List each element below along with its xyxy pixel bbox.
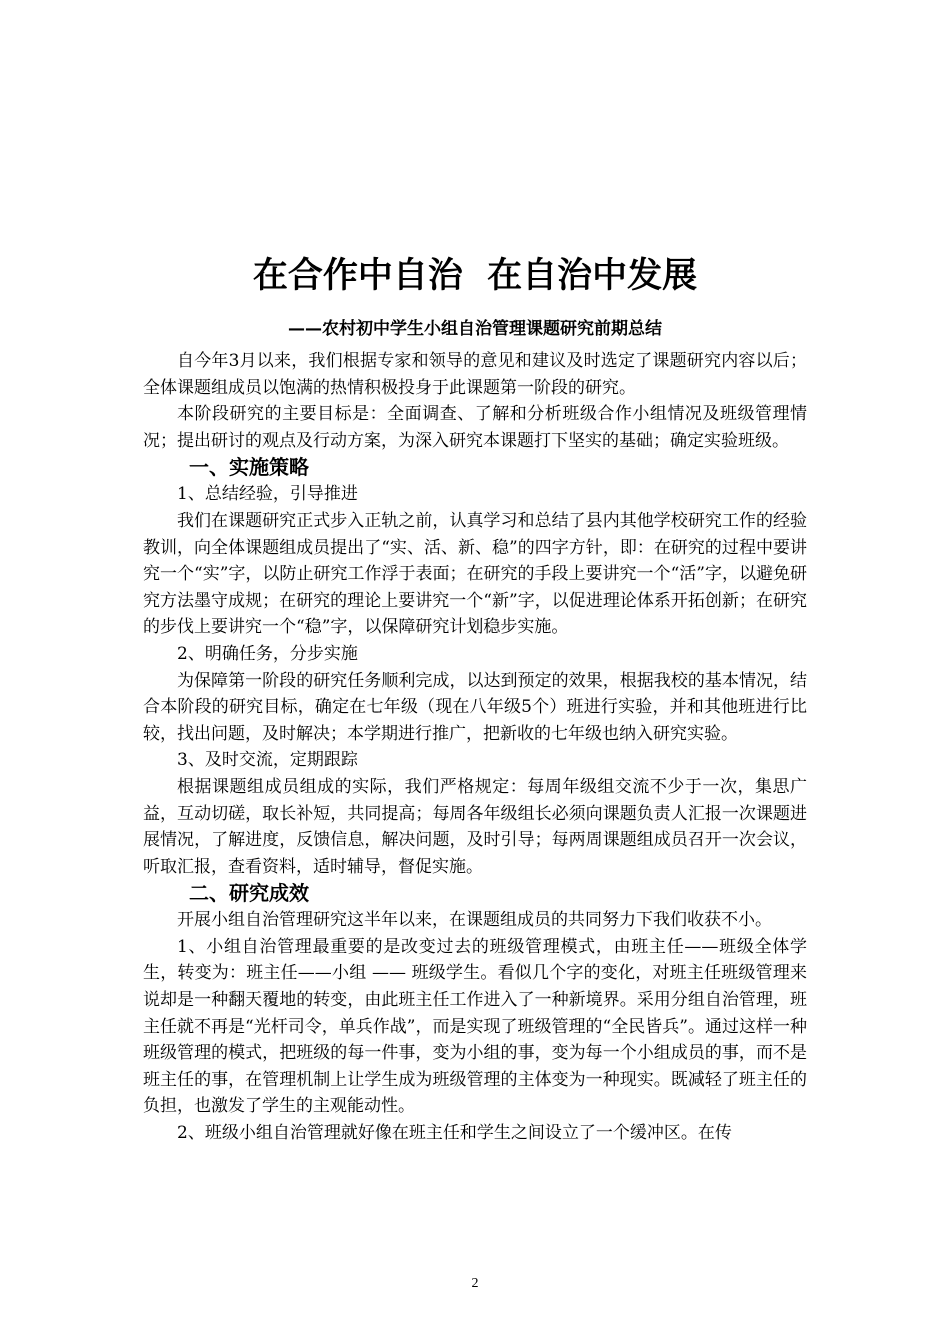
subheading-2: 2、明确任务，分步实施 bbox=[177, 643, 358, 664]
intro-paragraph-2: 本阶段研究的主要目标是：全面调查、了解和分析班级合作小组情况及班级管理情况；提出研讨的观点及行动方案，为深入研究本课题打下坚实的基础；确定实验班级。 bbox=[143, 404, 807, 451]
section-heading-strategy: 一、实施策略 bbox=[189, 455, 309, 480]
section-heading-results: 二、研究成效 bbox=[189, 881, 309, 906]
body-paragraph: 我们在课题研究正式步入正轨之前，认真学习和总结了县内其他学校研究工作的经验教训，向全体课题组成员提出了“实、活、新、稳”的四字方针，即：在研究的过程中要讲究一个“实”字，以防止研究工作浮于表面；在研究的手段上要讲究一个“活”字，以避免研究方法墨守成规；在研究的理论上要讲究一个“新”字，以促进理论体系开拓创新；在研究的步伐上要讲究一个“稳”字，以保障研究计划稳步实施。 bbox=[143, 510, 807, 638]
body-paragraph: 为保障第一阶段的研究任务顺利完成，以达到预定的效果，根据我校的基本情况，结合本阶段的研究目标，确定在七年级（现在八年级5个）班进行实验，并和其他班进行比较，找出问题，及时解决；本学期进行推广，把新收的七年级也纳入研究实验。 bbox=[143, 670, 807, 744]
intro-paragraph-1: 自今年3月以来，我们根据专家和领导的意见和建议及时选定了课题研究内容以后；全体课题组成员以饱满的热情积极投身于此课题第一阶段的研究。 bbox=[143, 351, 807, 398]
subheading-3: 3、及时交流，定期跟踪 bbox=[177, 750, 358, 771]
page-number: 2 bbox=[471, 1276, 479, 1291]
document-page bbox=[143, 250, 807, 1147]
results-paragraph-2: 1、小组自治管理最重要的是改变过去的班级管理模式，由班主任——班级全体学生，转变为：班主任——小组 —— 班级学生。看似几个字的变化，对班主任班级管理来说却是一种翻天覆地的转变，由此班主任工作进入了一种新境界。采用分组自治管理，班主任就不再是“光杆司令，单兵作战”，而是实现了班级管理的“全民皆兵”。通过这样一种班级管理的模式，把班级的每一件事，变为小组的事，变为每一个小组成员的事，而不是班主任的事，在管理机制上让学生成为班级管理的主体变为一种现实。既减轻了班主任的负担，也激发了学生的主观能动性。 bbox=[143, 936, 807, 1117]
document-title: 在合作中自治 在自治中发展 bbox=[252, 256, 698, 296]
document-subtitle: ——农村初中学生小组自治管理课题研究前期总结 bbox=[288, 319, 662, 339]
results-paragraph-1: 开展小组自治管理研究这半年以来，在课题组成员的共同努力下我们收获不小。 bbox=[177, 910, 772, 931]
subheading-1: 1、总结经验，引导推进 bbox=[177, 484, 358, 505]
body-paragraph: 根据课题组成员组成的实际，我们严格规定：每周年级组交流不少于一次，集思广益，互动切磋，取长补短，共同提高；每周各年级组长必须向课题负责人汇报一次课题进展情况，了解进度，反馈信息，解决问题，及时引导；每两周课题组成员召开一次会议，听取汇报，查看资料，适时辅导，督促实施。 bbox=[143, 776, 807, 877]
results-paragraph-3: 2、班级小组自治管理就好像在班主任和学生之间设立了一个缓冲区。在传 bbox=[177, 1123, 732, 1144]
